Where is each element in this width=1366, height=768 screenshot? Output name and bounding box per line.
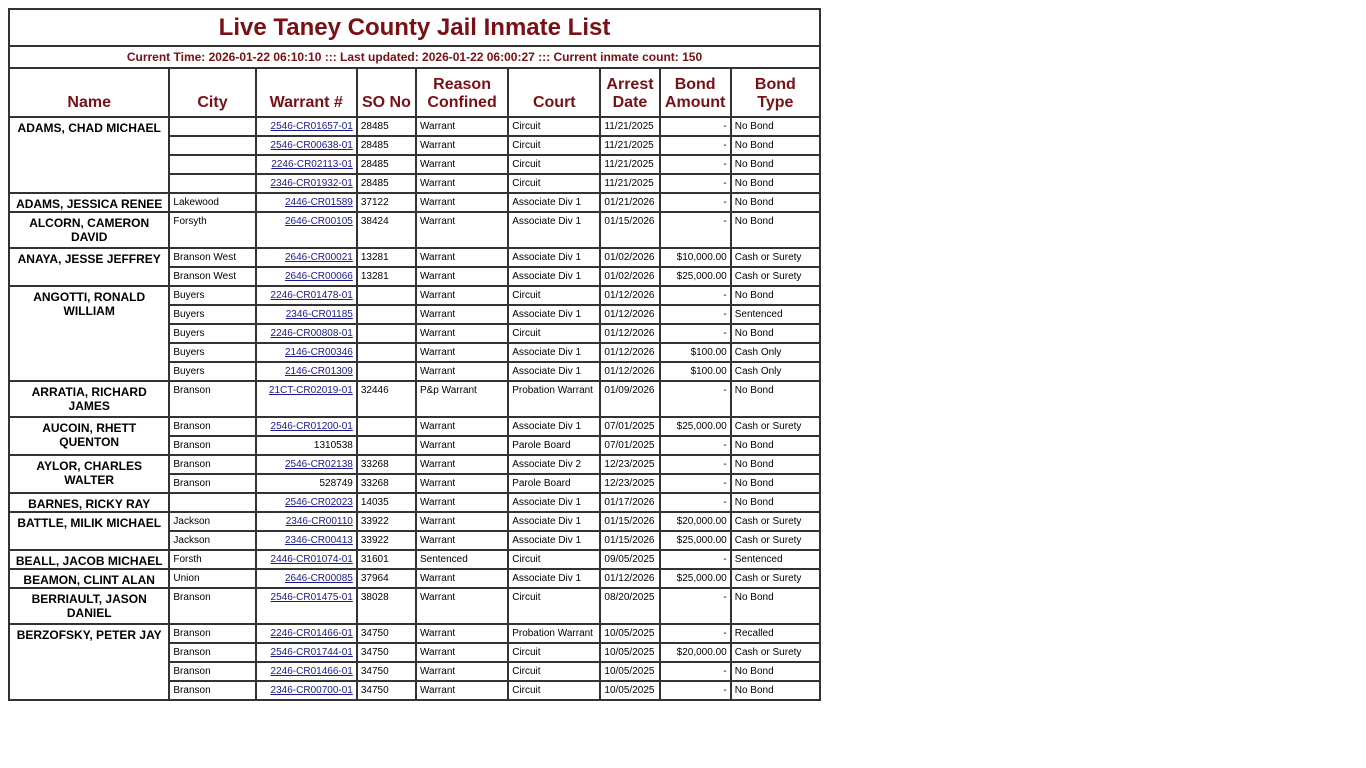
warrant-cell (256, 305, 357, 324)
court-cell: Associate Div 1 (508, 305, 600, 324)
arrest-date-cell: 01/21/2026 (600, 193, 659, 212)
reason-cell: Warrant (416, 117, 508, 136)
bond-type-cell: Cash or Surety (731, 531, 820, 550)
warrant-cell (256, 455, 357, 474)
bond-amount-cell: - (660, 155, 731, 174)
arrest-date-cell: 01/12/2026 (600, 343, 659, 362)
col-bond-amount: Bond Amount (660, 68, 731, 117)
warrant-link[interactable]: 2646-CR00105 (285, 216, 353, 227)
bond-type-cell: No Bond (731, 681, 820, 700)
table-row (9, 417, 820, 436)
so-number-cell: 34750 (357, 662, 416, 681)
so-number-cell (357, 324, 416, 343)
city-cell: Branson West (169, 248, 255, 267)
so-number-cell: 34750 (357, 643, 416, 662)
page-title: Live Taney County Jail Inmate List (9, 9, 820, 46)
court-cell: Probation Warrant (508, 624, 600, 643)
warrant-cell (256, 662, 357, 681)
court-cell: Associate Div 1 (508, 267, 600, 286)
warrant-link[interactable]: 2246-CR01466-01 (270, 666, 353, 677)
arrest-date-cell: 07/01/2025 (600, 436, 659, 455)
reason-cell: Warrant (416, 417, 508, 436)
reason-cell: Warrant (416, 248, 508, 267)
inmate-name: ADAMS, JESSICA RENEE (9, 193, 169, 212)
city-cell: Buyers (169, 324, 255, 343)
so-number-cell: 28485 (357, 117, 416, 136)
reason-cell: Warrant (416, 474, 508, 493)
table-row (9, 212, 820, 248)
city-cell: Branson (169, 624, 255, 643)
table-row (9, 117, 820, 136)
city-cell: Union (169, 569, 255, 588)
inmate-name: BATTLE, MILIK MICHAEL (9, 512, 169, 550)
inmate-name: ANGOTTI, RONALD WILLIAM (9, 286, 169, 381)
inmate-name: BARNES, RICKY RAY (9, 493, 169, 512)
city-cell: Forsyth (169, 212, 255, 248)
reason-cell: Warrant (416, 193, 508, 212)
warrant-link[interactable]: 2646-CR00021 (285, 252, 353, 263)
reason-cell: Warrant (416, 662, 508, 681)
inmate-name: BERZOFSKY, PETER JAY (9, 624, 169, 700)
reason-cell: Warrant (416, 436, 508, 455)
bond-type-cell: No Bond (731, 493, 820, 512)
warrant-cell (256, 174, 357, 193)
warrant-cell: 528749 (256, 474, 357, 493)
city-cell: Branson (169, 474, 255, 493)
col-reason: Reason Confined (416, 68, 508, 117)
city-cell: Branson West (169, 267, 255, 286)
warrant-link[interactable]: 2246-CR02113-01 (271, 159, 353, 170)
warrant-cell (256, 212, 357, 248)
table-row (9, 286, 820, 305)
warrant-link[interactable]: 2546-CR02023 (285, 497, 353, 508)
warrant-cell (256, 324, 357, 343)
warrant-link[interactable]: 2546-CR01200-01 (270, 421, 353, 432)
court-cell: Associate Div 1 (508, 531, 600, 550)
so-number-cell: 28485 (357, 136, 416, 155)
bond-type-cell: Cash or Surety (731, 643, 820, 662)
city-cell: Jackson (169, 512, 255, 531)
arrest-date-cell: 08/20/2025 (600, 588, 659, 624)
arrest-date-cell: 01/12/2026 (600, 305, 659, 324)
bond-amount-cell: - (660, 436, 731, 455)
so-number-cell: 33268 (357, 455, 416, 474)
bond-amount-cell: - (660, 193, 731, 212)
so-number-cell: 37122 (357, 193, 416, 212)
reason-cell: Warrant (416, 362, 508, 381)
warrant-link[interactable]: 2446-CR01589 (285, 197, 353, 208)
so-number-cell (357, 436, 416, 455)
reason-cell: Warrant (416, 305, 508, 324)
court-cell: Associate Div 1 (508, 569, 600, 588)
bond-amount-cell: - (660, 681, 731, 700)
table-row (9, 455, 820, 474)
arrest-date-cell: 09/05/2025 (600, 550, 659, 569)
arrest-date-cell: 01/09/2026 (600, 381, 659, 417)
bond-type-cell: No Bond (731, 381, 820, 417)
column-headers (9, 68, 820, 117)
bond-type-cell: No Bond (731, 212, 820, 248)
city-cell: Branson (169, 681, 255, 700)
col-warrant: Warrant # (256, 68, 357, 117)
col-name: Name (9, 68, 169, 117)
inmate-list (9, 117, 820, 700)
col-arrest-date: Arrest Date (600, 68, 659, 117)
city-cell: Branson (169, 643, 255, 662)
warrant-cell (256, 155, 357, 174)
so-number-cell: 32446 (357, 381, 416, 417)
table-row (9, 381, 820, 417)
warrant-link[interactable]: 2546-CR01744-01 (270, 647, 353, 658)
col-so-no: SO No (357, 68, 416, 117)
reason-cell: Warrant (416, 569, 508, 588)
bond-type-cell: No Bond (731, 662, 820, 681)
arrest-date-cell: 10/05/2025 (600, 662, 659, 681)
reason-cell: Warrant (416, 136, 508, 155)
bond-type-cell: Cash or Surety (731, 569, 820, 588)
city-cell: Branson (169, 436, 255, 455)
court-cell: Circuit (508, 681, 600, 700)
reason-cell: Warrant (416, 286, 508, 305)
bond-type-cell: No Bond (731, 324, 820, 343)
reason-cell: Warrant (416, 643, 508, 662)
court-cell: Circuit (508, 174, 600, 193)
city-cell: Branson (169, 662, 255, 681)
reason-cell: Sentenced (416, 550, 508, 569)
warrant-link[interactable]: 2346-CR00413 (285, 535, 353, 546)
so-number-cell (357, 343, 416, 362)
inmate-table (8, 8, 821, 701)
warrant-cell (256, 681, 357, 700)
arrest-date-cell: 01/17/2026 (600, 493, 659, 512)
warrant-link[interactable]: 2146-CR00346 (285, 347, 353, 358)
bond-amount-cell: $10,000.00 (660, 248, 731, 267)
bond-type-cell: No Bond (731, 455, 820, 474)
warrant-link[interactable]: 2346-CR01932-01 (270, 178, 353, 189)
city-cell: Lakewood (169, 193, 255, 212)
court-cell: Associate Div 1 (508, 212, 600, 248)
arrest-date-cell: 10/05/2025 (600, 681, 659, 700)
arrest-date-cell: 01/02/2026 (600, 267, 659, 286)
so-number-cell: 13281 (357, 248, 416, 267)
inmate-name: BERRIAULT, JASON DANIEL (9, 588, 169, 624)
arrest-date-cell: 11/21/2025 (600, 117, 659, 136)
court-cell: Parole Board (508, 436, 600, 455)
court-cell: Circuit (508, 643, 600, 662)
bond-amount-cell: - (660, 588, 731, 624)
so-number-cell: 31601 (357, 550, 416, 569)
bond-amount-cell: - (660, 550, 731, 569)
bond-type-cell: No Bond (731, 588, 820, 624)
so-number-cell: 38028 (357, 588, 416, 624)
col-court: Court (508, 68, 600, 117)
court-cell: Associate Div 1 (508, 193, 600, 212)
reason-cell: P&p Warrant (416, 381, 508, 417)
bond-amount-cell: $25,000.00 (660, 267, 731, 286)
so-number-cell (357, 305, 416, 324)
warrant-link[interactable]: 2246-CR01478-01 (270, 290, 353, 301)
table-row (9, 588, 820, 624)
city-cell: Buyers (169, 305, 255, 324)
so-number-cell: 14035 (357, 493, 416, 512)
arrest-date-cell: 10/05/2025 (600, 643, 659, 662)
city-cell: Buyers (169, 286, 255, 305)
bond-type-cell: Recalled (731, 624, 820, 643)
city-cell: Forsth (169, 550, 255, 569)
court-cell: Associate Div 1 (508, 417, 600, 436)
arrest-date-cell: 12/23/2025 (600, 455, 659, 474)
court-cell: Circuit (508, 662, 600, 681)
warrant-link[interactable]: 2546-CR00638-01 (270, 140, 353, 151)
warrant-cell (256, 643, 357, 662)
arrest-date-cell: 11/21/2025 (600, 155, 659, 174)
warrant-cell (256, 193, 357, 212)
col-city: City (169, 68, 255, 117)
inmate-name: ARRATIA, RICHARD JAMES (9, 381, 169, 417)
warrant-link[interactable]: 2346-CR00700-01 (270, 685, 353, 696)
col-bond-type: Bond Type (731, 68, 820, 117)
court-cell: Circuit (508, 117, 600, 136)
warrant-cell: 1310538 (256, 436, 357, 455)
reason-cell: Warrant (416, 512, 508, 531)
bond-type-cell: Cash or Surety (731, 417, 820, 436)
warrant-cell (256, 286, 357, 305)
table-row (9, 550, 820, 569)
inmate-name: BEAMON, CLINT ALAN (9, 569, 169, 588)
warrant-link[interactable]: 21CT-CR02019-01 (268, 385, 353, 396)
bond-type-cell: Cash or Surety (731, 248, 820, 267)
reason-cell: Warrant (416, 267, 508, 286)
court-cell: Circuit (508, 286, 600, 305)
city-cell (169, 117, 255, 136)
arrest-date-cell: 01/15/2026 (600, 512, 659, 531)
warrant-cell (256, 512, 357, 531)
city-cell: Buyers (169, 362, 255, 381)
inmate-name: AUCOIN, RHETT QUENTON (9, 417, 169, 455)
bond-amount-cell: - (660, 286, 731, 305)
bond-amount-cell: $20,000.00 (660, 643, 731, 662)
table-row (9, 248, 820, 267)
warrant-link[interactable]: 2546-CR01657-01 (270, 121, 353, 132)
inmate-name: ADAMS, CHAD MICHAEL (9, 117, 169, 193)
city-cell (169, 174, 255, 193)
arrest-date-cell: 10/05/2025 (600, 624, 659, 643)
city-cell: Branson (169, 381, 255, 417)
bond-amount-cell: - (660, 324, 731, 343)
bond-amount-cell: - (660, 174, 731, 193)
court-cell: Associate Div 1 (508, 362, 600, 381)
inmate-name: ALCORN, CAMERON DAVID (9, 212, 169, 248)
so-number-cell: 28485 (357, 174, 416, 193)
inmate-name: ANAYA, JESSE JEFFREY (9, 248, 169, 286)
so-number-cell: 28485 (357, 155, 416, 174)
warrant-link[interactable]: 2146-CR01309 (285, 366, 353, 377)
bond-type-cell: No Bond (731, 286, 820, 305)
so-number-cell: 13281 (357, 267, 416, 286)
status-line: Current Time: 2026-01-22 06:10:10 ::: Last updated: 2026-01-22 06:00:27 ::: Current inmate count: 150 (9, 46, 820, 68)
table-row (9, 193, 820, 212)
so-number-cell: 33268 (357, 474, 416, 493)
reason-cell: Warrant (416, 324, 508, 343)
reason-cell: Warrant (416, 588, 508, 624)
so-number-cell: 34750 (357, 681, 416, 700)
court-cell: Circuit (508, 155, 600, 174)
city-cell: Branson (169, 417, 255, 436)
warrant-link[interactable]: 2446-CR01074-01 (270, 554, 353, 565)
reason-cell: Warrant (416, 455, 508, 474)
bond-type-cell: No Bond (731, 174, 820, 193)
warrant-cell (256, 531, 357, 550)
table-row (9, 512, 820, 531)
reason-cell: Warrant (416, 624, 508, 643)
warrant-link[interactable]: 2546-CR01475-01 (270, 592, 353, 603)
bond-amount-cell: - (660, 117, 731, 136)
warrant-link[interactable]: 2346-CR01185 (285, 309, 353, 320)
so-number-cell: 37964 (357, 569, 416, 588)
so-number-cell: 33922 (357, 512, 416, 531)
bond-amount-cell: $25,000.00 (660, 531, 731, 550)
so-number-cell: 33922 (357, 531, 416, 550)
city-cell (169, 493, 255, 512)
warrant-cell (256, 588, 357, 624)
bond-type-cell: No Bond (731, 117, 820, 136)
court-cell: Associate Div 1 (508, 512, 600, 531)
arrest-date-cell: 01/12/2026 (600, 324, 659, 343)
bond-type-cell: Cash or Surety (731, 512, 820, 531)
warrant-cell (256, 381, 357, 417)
court-cell: Circuit (508, 136, 600, 155)
warrant-cell (256, 569, 357, 588)
warrant-cell (256, 550, 357, 569)
reason-cell: Warrant (416, 174, 508, 193)
court-cell: Associate Div 1 (508, 248, 600, 267)
bond-amount-cell: - (660, 662, 731, 681)
so-number-cell: 34750 (357, 624, 416, 643)
arrest-date-cell: 11/21/2025 (600, 136, 659, 155)
warrant-cell (256, 248, 357, 267)
court-cell: Probation Warrant (508, 381, 600, 417)
bond-type-cell: Cash or Surety (731, 267, 820, 286)
court-cell: Associate Div 1 (508, 343, 600, 362)
inmate-name: AYLOR, CHARLES WALTER (9, 455, 169, 493)
table-row (9, 493, 820, 512)
warrant-link[interactable]: 2546-CR02138 (285, 459, 353, 470)
city-cell (169, 155, 255, 174)
bond-amount-cell: - (660, 136, 731, 155)
warrant-cell (256, 117, 357, 136)
court-cell: Associate Div 2 (508, 455, 600, 474)
bond-type-cell: No Bond (731, 136, 820, 155)
bond-amount-cell: $100.00 (660, 343, 731, 362)
arrest-date-cell: 01/12/2026 (600, 569, 659, 588)
arrest-date-cell: 01/15/2026 (600, 212, 659, 248)
bond-amount-cell: - (660, 212, 731, 248)
arrest-date-cell: 01/02/2026 (600, 248, 659, 267)
city-cell: Branson (169, 455, 255, 474)
arrest-date-cell: 01/12/2026 (600, 286, 659, 305)
warrant-link[interactable]: 2346-CR00110 (285, 516, 353, 527)
warrant-cell (256, 343, 357, 362)
city-cell: Branson (169, 588, 255, 624)
bond-amount-cell: - (660, 474, 731, 493)
court-cell: Parole Board (508, 474, 600, 493)
bond-type-cell: No Bond (731, 193, 820, 212)
bond-amount-cell: - (660, 305, 731, 324)
bond-amount-cell: $20,000.00 (660, 512, 731, 531)
bond-amount-cell: - (660, 493, 731, 512)
court-cell: Circuit (508, 588, 600, 624)
bond-amount-cell: - (660, 455, 731, 474)
warrant-cell (256, 136, 357, 155)
city-cell: Jackson (169, 531, 255, 550)
warrant-cell (256, 362, 357, 381)
reason-cell: Warrant (416, 493, 508, 512)
warrant-link[interactable]: 2646-CR00085 (285, 573, 353, 584)
bond-type-cell: Sentenced (731, 550, 820, 569)
city-cell: Buyers (169, 343, 255, 362)
bond-amount-cell: $25,000.00 (660, 417, 731, 436)
so-number-cell (357, 417, 416, 436)
warrant-cell (256, 417, 357, 436)
table-row (9, 624, 820, 643)
warrant-link[interactable]: 2646-CR00066 (285, 271, 353, 282)
so-number-cell: 38424 (357, 212, 416, 248)
warrant-cell (256, 267, 357, 286)
so-number-cell (357, 286, 416, 305)
reason-cell: Warrant (416, 212, 508, 248)
table-row (9, 569, 820, 588)
arrest-date-cell: 07/01/2025 (600, 417, 659, 436)
reason-cell: Warrant (416, 343, 508, 362)
arrest-date-cell: 12/23/2025 (600, 474, 659, 493)
reason-cell: Warrant (416, 531, 508, 550)
arrest-date-cell: 01/15/2026 (600, 531, 659, 550)
bond-amount-cell: - (660, 624, 731, 643)
court-cell: Associate Div 1 (508, 493, 600, 512)
inmate-name: BEALL, JACOB MICHAEL (9, 550, 169, 569)
bond-amount-cell: $25,000.00 (660, 569, 731, 588)
so-number-cell (357, 362, 416, 381)
court-cell: Circuit (508, 324, 600, 343)
bond-type-cell: Sentenced (731, 305, 820, 324)
arrest-date-cell: 01/12/2026 (600, 362, 659, 381)
bond-type-cell: Cash Only (731, 343, 820, 362)
bond-amount-cell: $100.00 (660, 362, 731, 381)
arrest-date-cell: 11/21/2025 (600, 174, 659, 193)
reason-cell: Warrant (416, 681, 508, 700)
bond-amount-cell: - (660, 381, 731, 417)
city-cell (169, 136, 255, 155)
bond-type-cell: No Bond (731, 474, 820, 493)
bond-type-cell: No Bond (731, 436, 820, 455)
warrant-link[interactable]: 2246-CR01466-01 (270, 628, 353, 639)
court-cell: Circuit (508, 550, 600, 569)
warrant-cell (256, 624, 357, 643)
reason-cell: Warrant (416, 155, 508, 174)
warrant-cell (256, 493, 357, 512)
bond-type-cell: No Bond (731, 155, 820, 174)
warrant-link[interactable]: 2246-CR00808-01 (270, 328, 353, 339)
bond-type-cell: Cash Only (731, 362, 820, 381)
